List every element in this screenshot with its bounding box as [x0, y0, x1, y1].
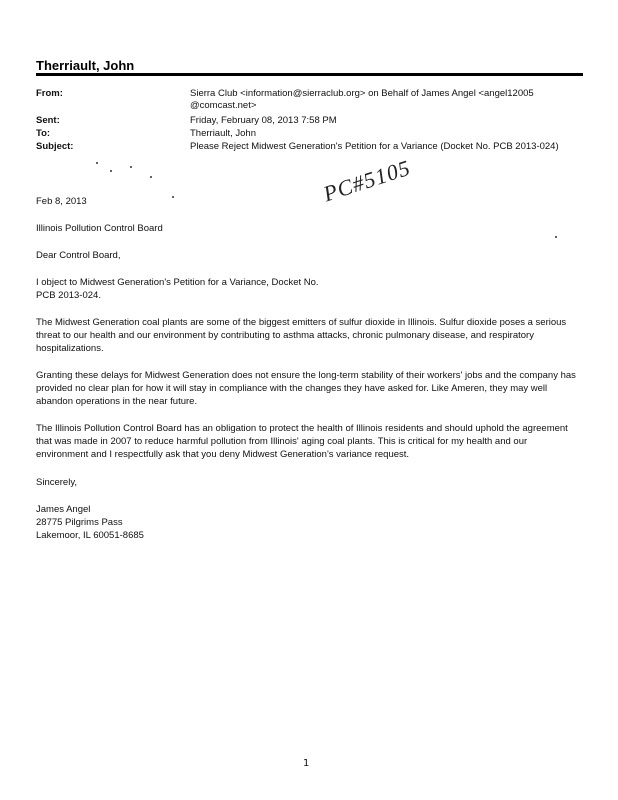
sender-city: Lakemoor, IL 60051-8685 [36, 530, 144, 541]
from-value-line2: @comcast.net> [190, 100, 257, 111]
paragraph-3-text: The Illinois Pollution Control Board has an obligation to protect the health of Illinois residents and should uphold the agreement that was made in 2007 to reduce harmful pollution from Illinois' aging coal plants. This is critical for my health and our environment and I respectfully ask that you deny Midwest Generation's variance request. [36, 423, 568, 460]
paragraph-1 [36, 316, 576, 355]
paragraph-3 [36, 422, 576, 461]
handwritten-pc-stamp: PC#5105 [320, 154, 414, 207]
sender-street: 28775 Pilgrims Pass [36, 517, 123, 528]
subject-label: Subject: [36, 141, 74, 152]
to-label: To: [36, 128, 51, 139]
to-value: Therriault, John [190, 128, 257, 139]
letter-closing: Sincerely, [36, 477, 78, 488]
paragraph-2-text: Granting these delays for Midwest Generation does not ensure the long-term stability of their workers' jobs and the company has provided no clear plan for how it will stay in compliance with the changes they have asked for. Like Ameren, they may well abandon operations in the near future. [36, 370, 576, 407]
scan-speck [130, 166, 132, 168]
heading-rule [36, 73, 583, 76]
sender-name: James Angel [36, 504, 91, 515]
letter-recipient: Illinois Pollution Control Board [36, 223, 163, 234]
objection-line1: I object to Midwest Generation's Petition for a Variance, Docket No. [36, 277, 319, 288]
paragraph-1-text: The Midwest Generation coal plants are some of the biggest emitters of sulfur dioxide in Illinois. Sulfur dioxide poses a serious threat to our health and our environment by contributing to asthma attacks, chronic pulmonary disease, and respiratory hospitalizations. [36, 317, 567, 354]
letter-salutation: Dear Control Board, [36, 250, 121, 261]
letter-date: Feb 8, 2013 [36, 196, 87, 207]
objection-line2: PCB 2013-024. [36, 290, 101, 301]
scan-speck [150, 176, 152, 178]
scan-speck [555, 236, 557, 238]
sent-label: Sent: [36, 115, 60, 126]
page-number: 1 [303, 758, 310, 769]
paragraph-2 [36, 369, 576, 408]
scan-speck [110, 170, 112, 172]
subject-value: Please Reject Midwest Generation's Petition for a Variance (Docket No. PCB 2013-024) [190, 141, 559, 152]
sent-value: Friday, February 08, 2013 7:58 PM [190, 115, 337, 126]
from-label: From: [36, 88, 63, 99]
recipient-name-heading: Therriault, John [36, 58, 135, 73]
scan-speck [96, 162, 98, 164]
from-value-line1: Sierra Club <information@sierraclub.org> on Behalf of James Angel <angel12005 [190, 88, 534, 99]
